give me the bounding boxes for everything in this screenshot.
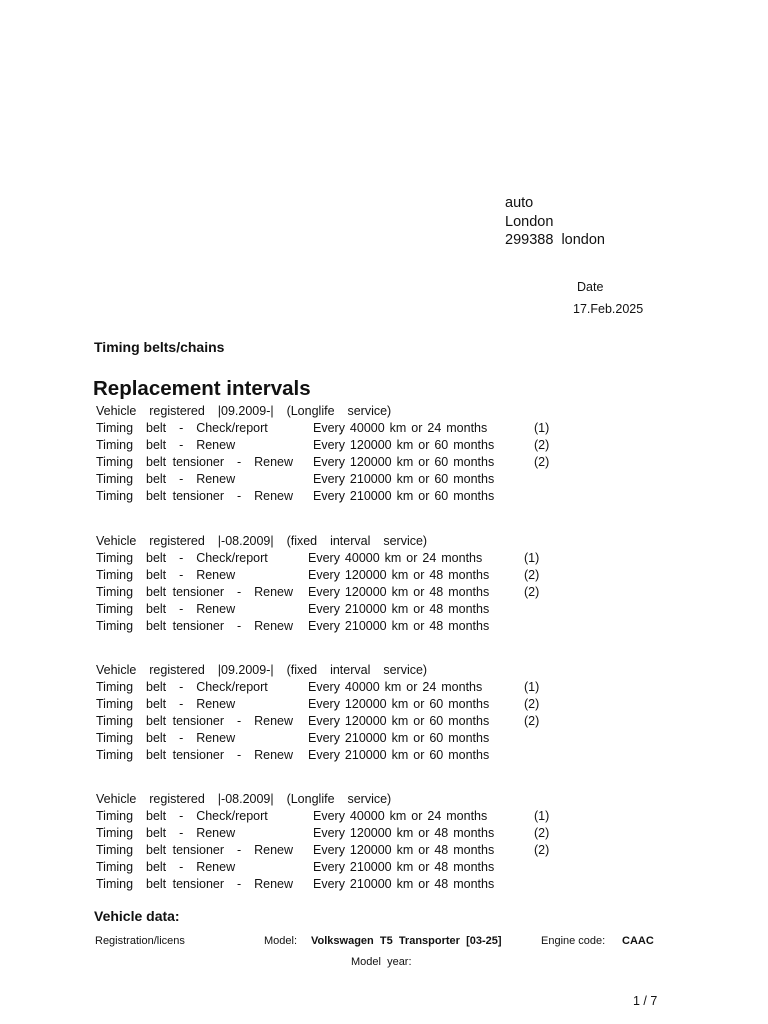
interval-value: Every 120000 km or 60 months — [313, 438, 495, 452]
engine-code-label: Engine code: — [541, 935, 606, 947]
vehicle-data-title: Vehicle data: — [94, 908, 180, 924]
interval-value: Every 210000 km or 60 months — [313, 472, 495, 486]
interval-value: Every 210000 km or 48 months — [308, 602, 490, 616]
page-heading: Replacement intervals — [93, 377, 311, 400]
interval-value: Every 210000 km or 48 months — [308, 619, 490, 633]
interval-note: (2) — [534, 438, 550, 452]
engine-code-value: CAAC — [622, 935, 654, 947]
interval-item: Timing belt - Check/report — [96, 809, 268, 823]
interval-note: (1) — [534, 421, 550, 435]
interval-value: Every 120000 km or 48 months — [313, 843, 495, 857]
interval-note: (1) — [524, 551, 540, 565]
registration-label: Registration/licens — [95, 935, 185, 947]
page-number: 1 / 7 — [633, 994, 658, 1008]
interval-item: Timing belt - Renew — [96, 602, 236, 616]
interval-value: Every 120000 km or 60 months — [308, 697, 490, 711]
interval-value: Every 40000 km or 24 months — [313, 421, 488, 435]
interval-item: Timing belt tensioner - Renew — [96, 877, 294, 891]
address-block — [505, 194, 605, 250]
interval-note: (2) — [524, 697, 540, 711]
interval-item: Timing belt - Renew — [96, 472, 236, 486]
interval-note: (2) — [524, 714, 540, 728]
interval-value: Every 210000 km or 60 months — [308, 748, 490, 762]
interval-item: Timing belt - Renew — [96, 438, 236, 452]
interval-item: Timing belt tensioner - Renew — [96, 843, 294, 857]
interval-value: Every 120000 km or 48 months — [308, 585, 490, 599]
interval-note: (2) — [534, 843, 550, 857]
interval-note: (2) — [524, 585, 540, 599]
interval-value: Every 40000 km or 24 months — [308, 551, 483, 565]
interval-item: Timing belt tensioner - Renew — [96, 455, 294, 469]
interval-value: Every 40000 km or 24 months — [308, 680, 483, 694]
section-title: Timing belts/chains — [94, 339, 225, 355]
interval-note: (1) — [534, 809, 550, 823]
group-header-text: Vehicle registered |09.2009-| (fixed interval service) — [96, 663, 428, 677]
interval-item: Timing belt - Renew — [96, 826, 236, 840]
interval-note: (1) — [524, 680, 540, 694]
interval-item: Timing belt tensioner - Renew — [96, 619, 294, 633]
interval-item: Timing belt - Renew — [96, 568, 236, 582]
interval-item: Timing belt tensioner - Renew — [96, 585, 294, 599]
interval-value: Every 40000 km or 24 months — [313, 809, 488, 823]
address-line-3: 299388 london — [505, 232, 605, 248]
date-value: 17.Feb.2025 — [573, 302, 644, 316]
interval-value: Every 120000 km or 48 months — [313, 826, 495, 840]
interval-item: Timing belt - Renew — [96, 697, 236, 711]
address-line-2: London — [505, 213, 554, 230]
interval-item: Timing belt tensioner - Renew — [96, 748, 294, 762]
interval-item: Timing belt tensioner - Renew — [96, 714, 294, 728]
interval-value: Every 210000 km or 48 months — [313, 877, 495, 891]
interval-value: Every 210000 km or 60 months — [313, 489, 495, 503]
interval-value: Every 120000 km or 60 months — [313, 455, 495, 469]
interval-item: Timing belt - Renew — [96, 731, 236, 745]
interval-note: (2) — [524, 568, 540, 582]
model-label: Model: — [264, 935, 298, 947]
interval-value: Every 120000 km or 60 months — [308, 714, 490, 728]
interval-item: Timing belt - Renew — [96, 860, 236, 874]
group-header-text: Vehicle registered |-08.2009| (Longlife service) — [96, 792, 392, 806]
interval-value: Every 120000 km or 48 months — [308, 568, 490, 582]
group-header-text: Vehicle registered |-08.2009| (fixed interval service) — [96, 534, 428, 548]
interval-note: (2) — [534, 826, 550, 840]
date-label: Date — [577, 280, 604, 294]
interval-value: Every 210000 km or 48 months — [313, 860, 495, 874]
interval-item: Timing belt - Check/report — [96, 421, 268, 435]
interval-value: Every 210000 km or 60 months — [308, 731, 490, 745]
model-year-label: Model year: — [351, 956, 412, 968]
group-header-text: Vehicle registered |09.2009-| (Longlife service) — [96, 404, 392, 418]
interval-item: Timing belt - Check/report — [96, 680, 268, 694]
interval-item: Timing belt - Check/report — [96, 551, 268, 565]
interval-item: Timing belt tensioner - Renew — [96, 489, 294, 503]
model-value: Volkswagen T5 Transporter [03-25] — [311, 935, 502, 947]
interval-note: (2) — [534, 455, 550, 469]
address-line-1: auto — [505, 195, 534, 211]
